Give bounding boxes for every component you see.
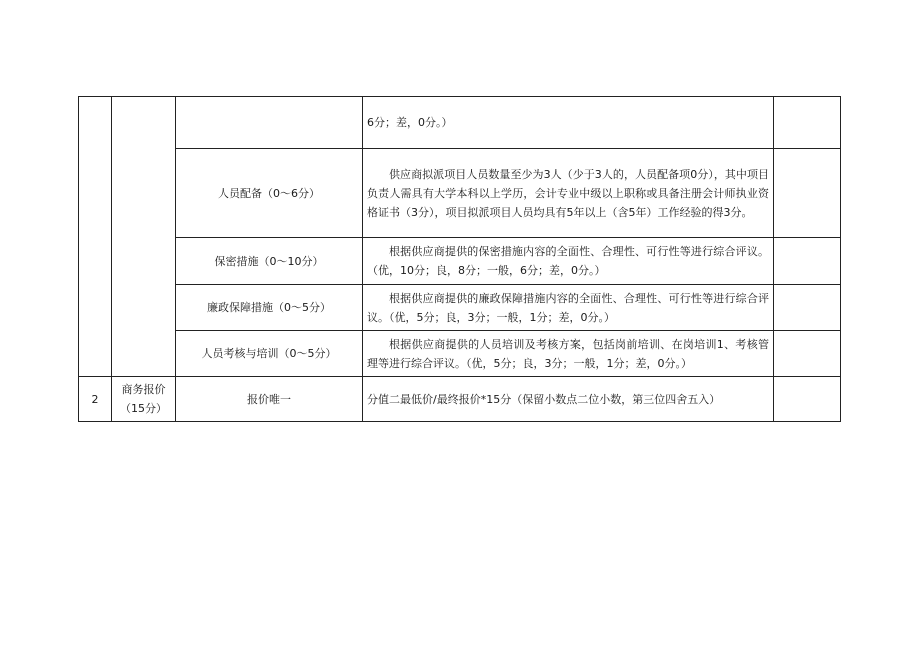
description-text: 分值二最低价/最终报价*15分（保留小数点二位小数，第三位四舍五入） <box>367 392 721 406</box>
item-cell: 保密措施（0～10分） <box>176 238 363 285</box>
item-cell: 报价唯一 <box>176 377 363 422</box>
score-cell <box>774 238 841 285</box>
item-cell: 廉政保障措施（0～5分） <box>176 285 363 331</box>
row-number-cell: 2 <box>79 377 112 422</box>
table-row <box>79 149 841 238</box>
table-row <box>79 238 841 285</box>
table-row <box>79 377 841 422</box>
description-text: 供应商拟派项目人员数量至少为3人（少于3人的，人员配备项0分），其中项目负责人需具有大学本科以上学历，会计专业中级以上职称或具备注册会计师执业资格证书（3分），项目拟派项目人员均具有5年以上（含5年）工作经验的得3分。 <box>367 167 769 219</box>
description-cell <box>363 149 774 238</box>
description-cell <box>363 285 774 331</box>
category-cell <box>112 97 176 377</box>
description-text: 6分；差，0分。） <box>367 116 453 129</box>
item-cell: 人员考核与培训（0～5分） <box>176 331 363 377</box>
table-row <box>79 331 841 377</box>
description-text: 根据供应商提供的廉政保障措施内容的全面性、合理性、可行性等进行综合评议。（优，5分；良，3分；一般，1分；差，0分。） <box>367 291 769 324</box>
score-cell <box>774 285 841 331</box>
row-number-cell <box>79 97 112 377</box>
scoring-table <box>78 96 841 422</box>
table-row <box>79 97 841 149</box>
category-cell: 商务报价（15分） <box>112 377 176 422</box>
description-cell <box>363 377 774 422</box>
score-cell <box>774 377 841 422</box>
description-cell <box>363 97 774 149</box>
item-cell <box>176 97 363 149</box>
description-text: 根据供应商提供的保密措施内容的全面性、合理性、可行性等进行综合评议。（优，10分；良，8分；一般，6分；差，0分。） <box>367 245 769 277</box>
score-cell <box>774 97 841 149</box>
description-cell <box>363 331 774 377</box>
description-text: 根据供应商提供的人员培训及考核方案，包括岗前培训、在岗培训1、考核管理等进行综合评议。（优，5分；良，3分；一般，1分；差，0分。） <box>367 337 769 370</box>
score-cell <box>774 331 841 377</box>
description-cell <box>363 238 774 285</box>
item-cell: 人员配备（0～6分） <box>176 149 363 238</box>
table-row <box>79 285 841 331</box>
score-cell <box>774 149 841 238</box>
